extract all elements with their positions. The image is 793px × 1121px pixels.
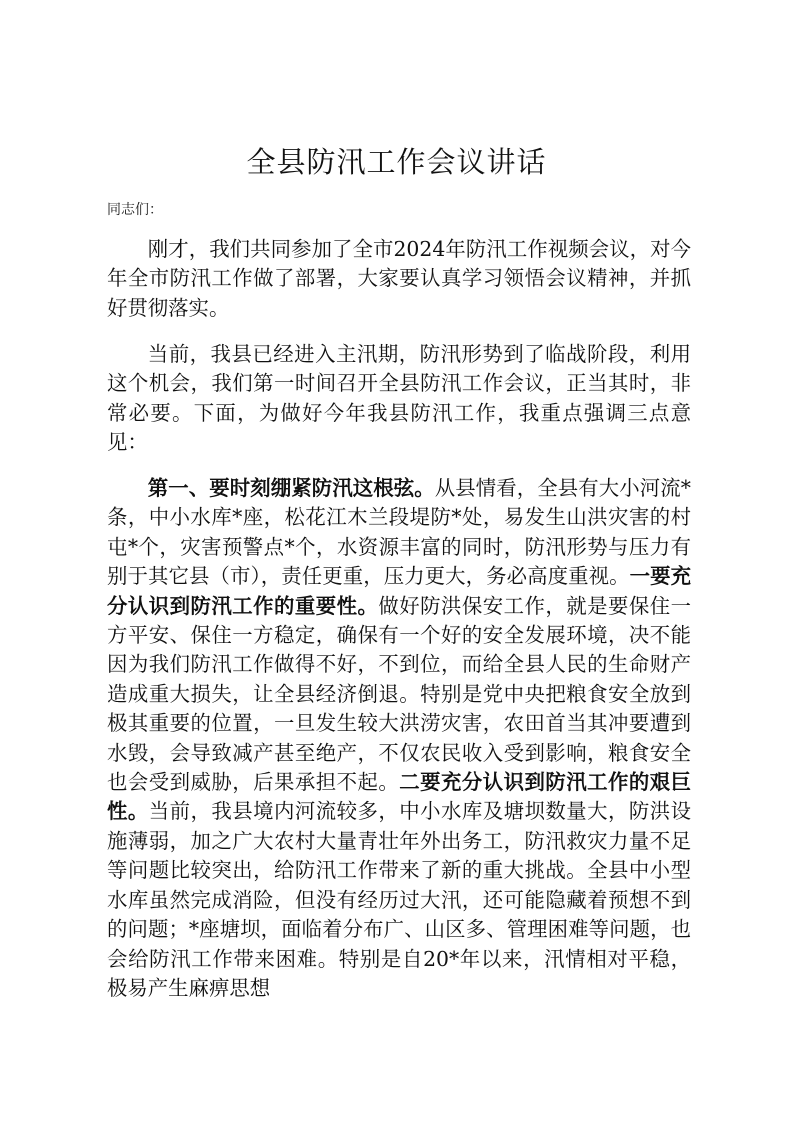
paragraph-1: 刚才，我们共同参加了全市2024年防汛工作视频会议，对今年全市防汛工作做了部署，大家要认真学习领悟会议精神，并抓好贯彻落实。 [107, 237, 691, 320]
difficulty-body: 当前，我县境内河流较多，中小水库及塘坝数量大，防洪设施薄弱，加之广大农村大量青壮年外出务工，防汛救灾力量不足等问题比较突出，给防汛工作带来了新的重大挑战。全县中小型水库虽然完成消险，但没有经历过大汛，还可能隐藏着预想不到的问题；*座塘坝，面临着分布广、山区多、管理困难等问题，也会给防汛工作带来困难。特别是自20*年以来，汛情相对平稳，极易产生麻痹思想 [107, 799, 691, 1000]
importance-body: 做好防洪保安工作，就是要保住一方平安、保住一方稳定，确保有一个好的安全发展环境，决不能因为我们防汛工作做得不好，不到位，而给全县人民的生命财产造成重大损失，让全县经济倒退。特别是党中央把粮食安全放到极其重要的位置，一旦发生较大洪涝灾害，农田首当其冲要遭到水毁，会导致减产甚至绝产，不仅农民收入受到影响，粮食安全也会受到威胁，后果承担不起。 [107, 593, 692, 795]
difficulty-heading: 二要充分认识到防汛工作的艰巨性。 [107, 770, 692, 824]
paragraph-3 [107, 474, 691, 1003]
paragraph-2: 当前，我县已经进入主汛期，防汛形势到了临战阶段，利用这个机会，我们第一时间召开全县防汛工作会议，正当其时，非常必要。下面，为做好今年我县防汛工作，我重点强调三点意见： [107, 342, 691, 455]
document-title: 全县防汛工作会议讲话 [246, 145, 547, 179]
point-one-body: 从县情看，全县有大小河流*条，中小水库*座，松花江木兰段堤防*处，易发生山洪灾害的村屯*个，灾害预警点*个，水资源丰富的同时，防汛形势与压力有别于其它县（市），责任更重，压力更大，务必高度重视。 [107, 476, 691, 589]
point-one-heading: 第一、要时刻绷紧防汛这根弦。 [147, 476, 435, 500]
importance-heading: 一要充分认识到防汛工作的重要性。 [107, 564, 691, 618]
salutation: 同志们： [107, 202, 163, 218]
